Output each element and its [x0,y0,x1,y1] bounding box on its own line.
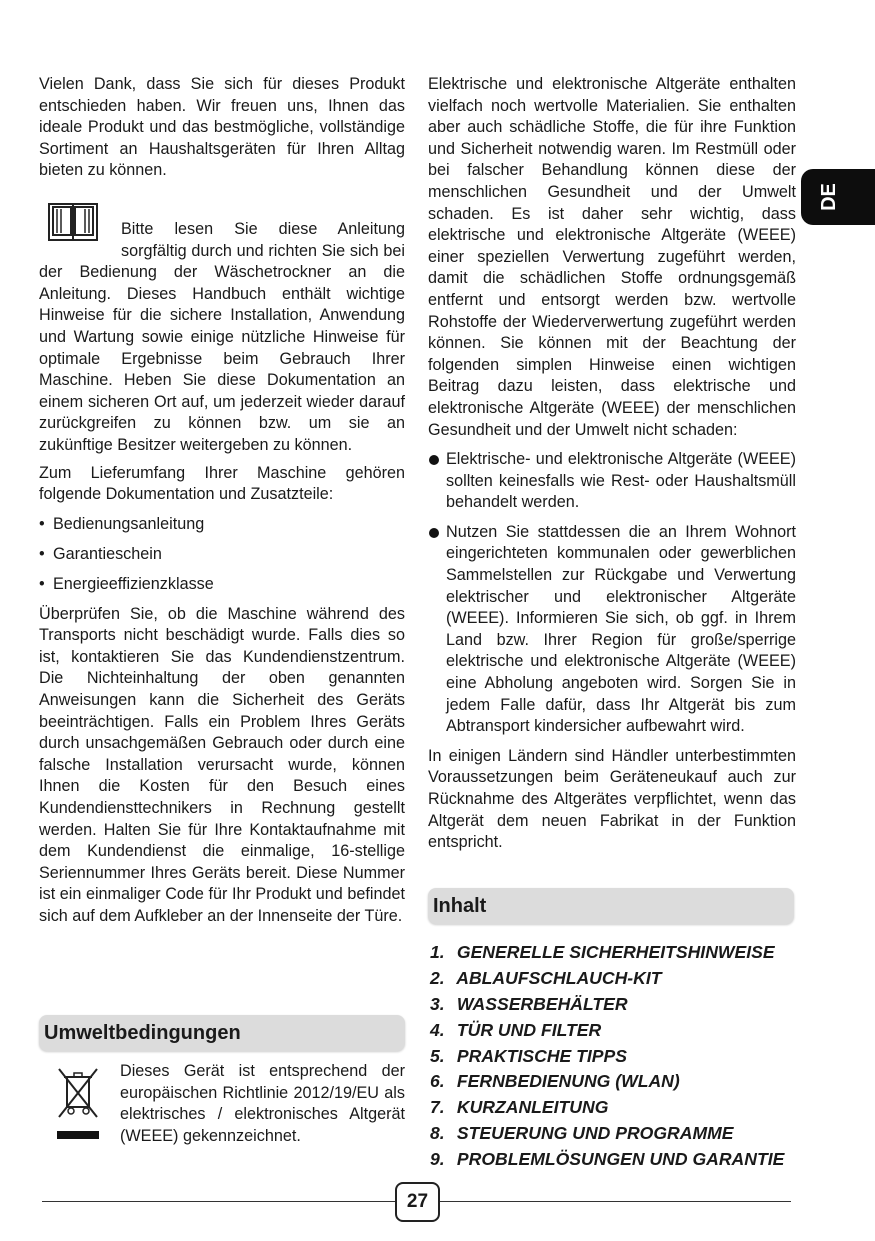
toc-item[interactable]: 8. STEUERUNG UND PROGRAMME [430,1123,734,1144]
language-label: DE [817,183,840,211]
language-tab [801,169,875,225]
read-manual-paragraph: Bitte lesen Sie diese Anleitung sorgfältig durch und richten Sie sich bei der Bedienung der Wäschetrockner an die Anleitung. Dieses Handbuch enthält wichtige Hinweise für die sichere Installation, Anwendung und Wartung sowie einige nützliche Hinweise für optimale Ergebnisse beim Gebrauch Ihrer Maschine. Heben Sie diese Dokumentation an einem sicheren Ort auf, um jederzeit wieder darauf zurückgreifen zu können bzw. um sie an zukünftige Besitzer weitergeben zu können. [39,219,405,454]
toc-item[interactable]: 1. GENERELLE SICHERHEITSHINWEISE [430,942,775,962]
toc-item[interactable]: 9. PROBLEMLÖSUNGEN UND GARANTIE [430,1149,785,1170]
supply-list [39,514,405,596]
list-item: • Energieeffizienzklasse [39,574,405,596]
read-manual-block [39,199,405,457]
list-item: Nutzen Sie stattdessen die an Ihrem Wohnort eingerichteten kommunalen oder gewerblichen Sammelstellen zur Rückgabe und Verwertung elektrischer und elektronischer Altgeräte (WEEE). Informieren Sie sich, ob ggf. in Ihrem Land bzw. Ihrer Region für große/sperrige elektrische und elektronische Altgeräte (WEEE) eine Abholung angeboten wird. Sorgen Sie in jedem Falle dafür, dass Ihr Altgerät bis zum Abtransport kindersicher aufbewahrt wird. [428,522,796,738]
toc-heading: Inhalt [428,888,794,924]
table-of-contents [430,940,810,1173]
dealer-note-paragraph: In einigen Ländern sind Händler unterbestimmten Voraussetzungen beim Geräteneukauf auch zur Rücknahme des Altgerätes verpflichtet, wenn das Altgerät dem neuen Fabrikat in der Funktion entspricht. [428,746,796,852]
environment-paragraph: Dieses Gerät ist entsprechend der europäischen Richtlinie 2012/19/EU als elektrisches / elektronisches Altgerät (WEEE) gekennzeichnet. [120,1062,405,1145]
toc-item[interactable]: 3. WASSERBEHÄLTER [430,993,628,1014]
toc-item[interactable]: 6. FERNBEDIENUNG (WLAN) [430,1071,680,1092]
weee-points [428,449,796,738]
list-item: • Bedienungsanleitung [39,514,405,536]
toc-item[interactable]: 5. PRAKTISCHE TIPPS [430,1045,627,1066]
crossed-bin-icon [55,1067,101,1150]
right-column [428,74,796,854]
transport-check-paragraph: Überprüfen Sie, ob die Maschine während des Transports nicht beschädigt wurde. Falls dies so ist, kontaktieren Sie das Kundendienstzentrum. Die Nichteinhaltung der oben genannten Anweisungen kann die Sicherheit des Geräts beeinträchtigen. Falls ein Problem Ihres Geräts durch unsachgemäßen Gebrauch oder durch eine falsche Installation verursacht wurde, können Ihnen die Kosten für den Besuch eines Kundendiensttechnikers in Rechnung gestellt werden. Halten Sie für Ihre Kontaktaufnahme mit dem Kundendienst die einmalige, 16-stellige Seriennummer Ihres Geräts bereit. Diese Nummer ist ein einmaliger Code für Ihr Produkt und befindet sich auf dem Aufkleber an der Innenseite der Türe. [39,604,405,925]
left-column [39,74,405,928]
weee-intro-paragraph: Elektrische und elektronische Altgeräte enthalten vielfach noch wertvolle Materialien. Sie enthalten aber auch schädliche Stoffe, die für ihre Funktion und Sicherheit notwendig waren. Im Restmüll oder bei falscher Behandlung können diese der menschlichen Gesundheit und der Umwelt schaden. Es ist daher sehr wichtig, dass elektrische und elektronische Altgeräte (WEEE) einer speziellen Verwertung zugeführt werden, damit die schädlichen Stoffe ordnungsgemäß entfernt und entsorgt werden bzw. wertvolle Rohstoffe der Wiederverwertung zugeführt werden können. Sie können mit der Beachtung der folgenden simplen Hinweise einen wichtigen Beitrag dazu leisten, dass elektrische und elektronische Altgeräte (WEEE) der menschlichen Gesundheit und der Umwelt nicht schaden: [428,75,796,439]
toc-item[interactable]: 7. KURZANLEITUNG [430,1097,609,1118]
footer-divider-left [42,1201,395,1202]
open-book-icon [47,201,99,243]
list-item: Elektrische- und elektronische Altgeräte (WEEE) sollten keinesfalls wie Rest- oder Haushaltsmüll behandelt werden. [428,449,796,514]
environment-heading: Umweltbedingungen [39,1015,405,1051]
list-item: • Garantieschein [39,544,405,566]
environment-block [39,1061,405,1147]
toc-item[interactable]: 2. ABLAUFSCHLAUCH-KIT [430,967,662,988]
supply-intro: Zum Lieferumfang Ihrer Maschine gehören folgende Dokumentation und Zusatzteile: [39,463,405,504]
footer-divider-right [436,1201,791,1202]
intro-paragraph: Vielen Dank, dass Sie sich für dieses Produkt entschieden haben. Wir freuen uns, Ihnen das ideale Produkt und das bestmögliche, vollständige Sortiment an Haushaltsgeräten für Ihren Alltag bieten zu können. [39,75,405,180]
toc-item[interactable]: 4. TÜR UND FILTER [430,1019,602,1040]
page-number: 27 [395,1182,440,1222]
